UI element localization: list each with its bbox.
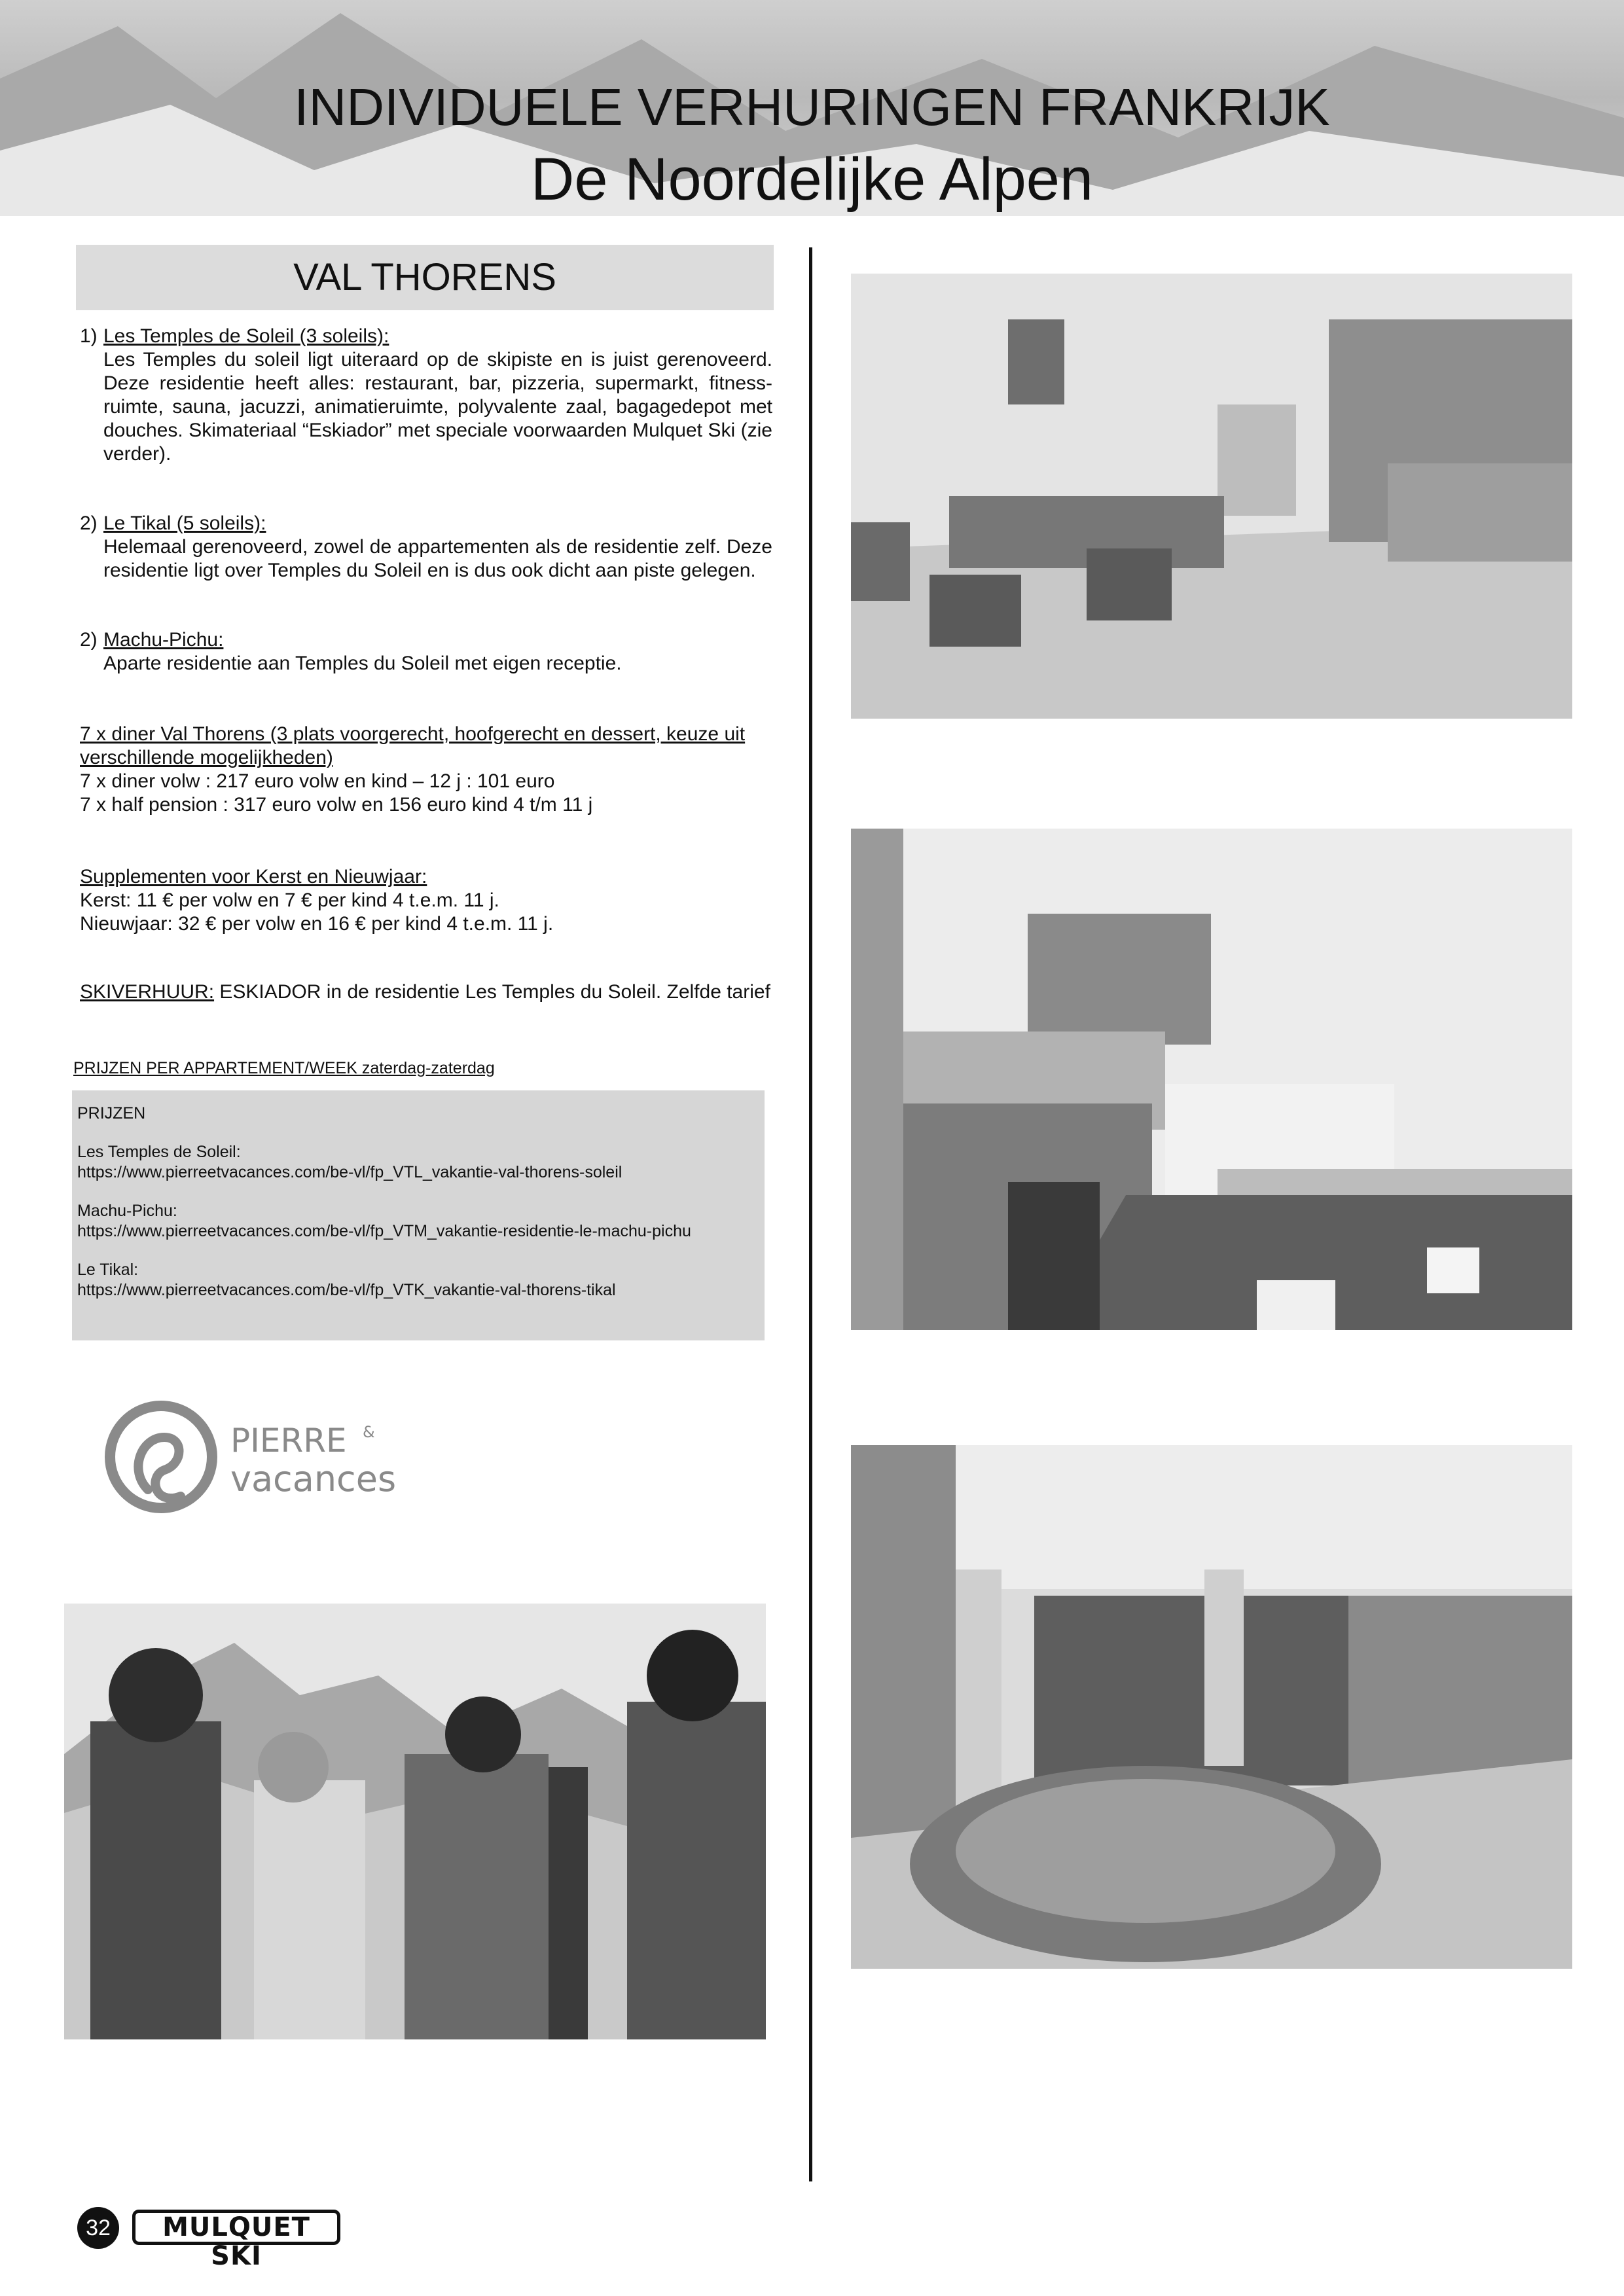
supplements-info <box>80 865 772 936</box>
supplements-heading: Supplementen voor Kerst en Nieuwjaar: <box>80 866 427 888</box>
logo-text-vacances: vacances <box>230 1458 397 1499</box>
prices-box-title: PRIJZEN <box>77 1104 146 1122</box>
dinner-heading: 7 x diner Val Thorens (3 plats voorgerecht, hoofgerecht en dessert, keuze uit verschillende mogelijkheden) <box>80 723 746 768</box>
residence-item-tikal <box>80 512 772 583</box>
supplements-line: Kerst: 11 € per volw en 7 € per kind 4 t.e.m. 11 j. <box>80 889 499 911</box>
dinner-line: 7 x half pension : 317 euro volw en 156 euro kind 4 t/m 11 j <box>80 794 593 816</box>
residence-description: Aparte residentie aan Temples du Soleil met eigen receptie. <box>103 653 622 674</box>
price-entry <box>77 1142 759 1183</box>
page-title: INDIVIDUELE VERHURINGEN FRANKRIJK <box>294 78 1330 136</box>
price-entry-url[interactable]: https://www.pierreetvacances.com/be-vl/fp_VTK_vakantie-val-thorens-tikal <box>77 1281 616 1299</box>
price-entry-name: Machu-Pichu: <box>77 1202 177 1220</box>
ski-rental-info <box>80 980 772 1004</box>
supplements-line: Nieuwjaar: 32 € per volw en 16 € per kind 4 t.e.m. 11 j. <box>80 913 554 935</box>
price-entry-name: Le Tikal: <box>77 1261 139 1279</box>
jacuzzi-photo <box>851 1445 1572 1969</box>
residence-name: Machu-Pichu: <box>103 629 224 651</box>
price-entry-url[interactable]: https://www.pierreetvacances.com/be-vl/fp_VTL_vakantie-val-thorens-soleil <box>77 1163 623 1181</box>
skiers-photo <box>64 1604 766 2039</box>
residence-number: 1) <box>80 325 98 347</box>
page-subtitle: De Noordelijke Alpen <box>530 146 1094 213</box>
kitchen-photo <box>851 829 1572 1330</box>
residence-name: Les Temples de Soleil (3 soleils): <box>103 325 389 347</box>
price-entry <box>77 1260 759 1300</box>
prices-box <box>72 1090 765 1340</box>
mulquet-ski-logo: MULQUET SKI <box>132 2210 340 2245</box>
section-title: VAL THORENS <box>76 245 774 310</box>
logo-ampersand: & <box>363 1423 375 1441</box>
page-number-badge: 32 <box>77 2207 119 2249</box>
price-entry-name: Les Temples de Soleil: <box>77 1143 241 1161</box>
dinner-info <box>80 723 772 817</box>
pierre-vacances-logo <box>102 1391 416 1522</box>
residence-description: Les Temples du soleil ligt uiteraard op de skipiste en is juist gerenoveerd. Deze residentie heeft alles: restaurant, bar, pizzeria, supermarkt, fitness-ruimte, sauna, jacuzzi, animatieruimte, polyvalente zaal, bagagedepot met douches. Skimateriaal “Eskiador” met speciale voorwaarden Mulquet Ski (zie verder). <box>103 349 772 465</box>
ski-rental-label: SKIVERHUUR: <box>80 981 215 1003</box>
residence-number: 2) <box>80 629 98 651</box>
logo-text-pierre: PIERRE <box>230 1422 347 1460</box>
prices-heading-link[interactable]: PRIJZEN PER APPARTEMENT/WEEK zaterdag-zaterdag <box>73 1059 495 1077</box>
residence-item-machu-pichu <box>80 628 772 675</box>
residence-name: Le Tikal (5 soleils): <box>103 512 266 534</box>
dinner-line: 7 x diner volw : 217 euro volw en kind – 12 j : 101 euro <box>80 770 555 792</box>
living-room-photo <box>851 274 1572 719</box>
residence-item-temples-soleil <box>80 325 772 466</box>
ski-rental-text: ESKIADOR in de residentie Les Temples du Soleil. Zelfde tarief <box>214 981 770 1003</box>
residence-description: Helemaal gerenoveerd, zowel de appartementen als de residentie zelf. Deze residentie ligt over Temples du Soleil en is dus ook dicht aan piste gelegen. <box>103 536 772 581</box>
price-entry <box>77 1201 759 1242</box>
header-banner <box>0 0 1624 216</box>
residence-number: 2) <box>80 512 98 534</box>
column-divider <box>809 247 812 2181</box>
price-entry-url[interactable]: https://www.pierreetvacances.com/be-vl/fp_VTM_vakantie-residentie-le-machu-pichu <box>77 1222 691 1240</box>
